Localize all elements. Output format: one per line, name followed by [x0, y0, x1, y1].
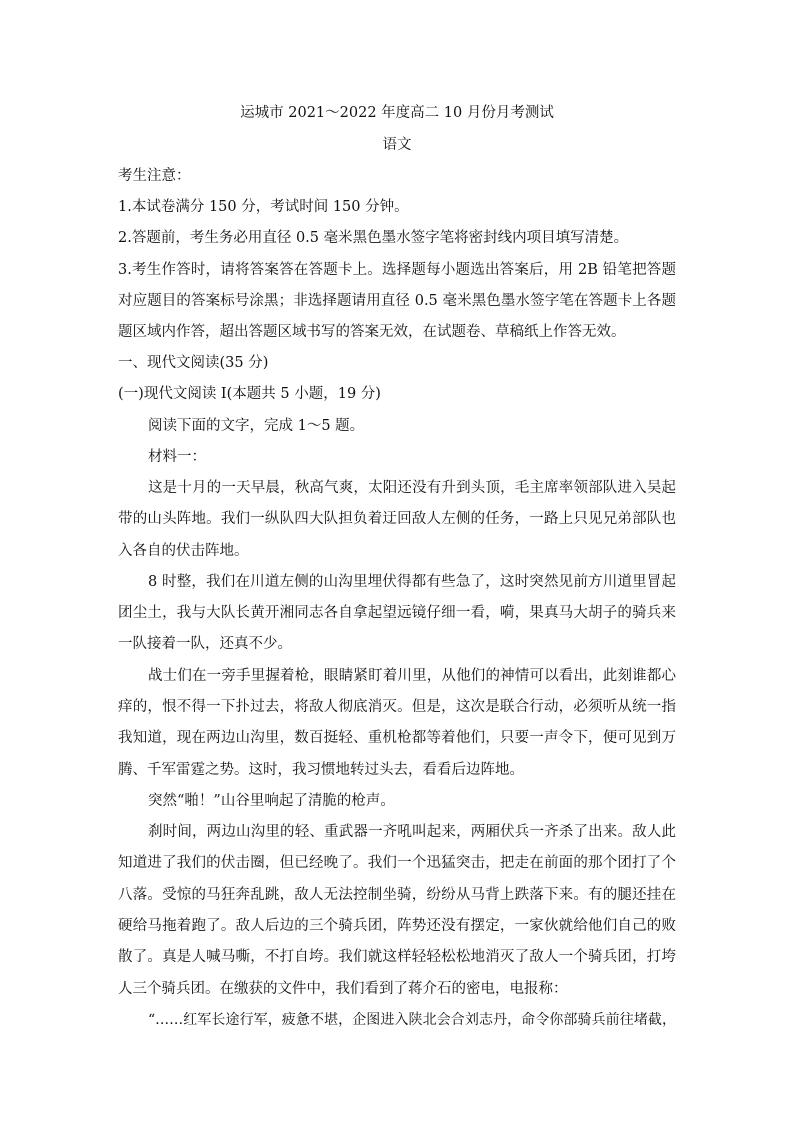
reading-instruction: 阅读下面的文字，完成 1～5 题。: [148, 418, 365, 434]
passage-line: 痒的，恨不得一下扑过去，将敌人彻底消灭。但是，这次是联合行动，必须听从统一指: [118, 699, 676, 715]
passage-line: 腾、千军雷霆之势。这时，我习惯地转过头去，看看后边阵地。: [118, 762, 524, 778]
notice-item-2: 2.答题前，考生务必用直径 0.5 毫米黑色墨水签字笔将密封线内项目填写清楚。: [118, 230, 629, 246]
passage-line: 人三个骑兵团。在缴获的文件中，我们看到了蒋介石的密电，电报称：: [118, 981, 568, 997]
exam-title: 运城市 2021～2022 年度高二 10 月份月考测试: [240, 105, 554, 121]
passage-line: 一队接着一队，还真不少。: [118, 636, 292, 652]
subject-label: 语文: [382, 137, 412, 153]
passage-line: 知道进了我们的伏击圈，但已经晚了。我们一个迅猛突击，把走在前面的那个团打了个: [118, 855, 676, 871]
section-title: 一、现代文阅读(35 分): [118, 355, 269, 371]
passage-line: 刹时间，两边山沟里的轻、重武器一齐吼叫起来，两厢伏兵一齐杀了出来。敌人此: [148, 824, 676, 840]
passage-line: 8 时整，我们在川道左侧的山沟里埋伏得都有些急了，这时突然见前方川道里冒起: [148, 574, 676, 590]
notice-item-1: 1.本试卷满分 150 分，考试时间 150 分钟。: [118, 199, 409, 215]
notice-item-3-line-3: 题区域内作答，超出答题区域书写的答案无效，在试题卷、草稿纸上作答无效。: [118, 324, 626, 340]
passage-line: 散了。真是人喊马嘶，不打自垮。我们就这样轻轻松松地消灭了敌人一个骑兵团，打垮: [118, 949, 676, 965]
telegram-quote-line: “……红军长途行军，疲惫不堪，企图进入陕北会合刘志丹，命令你部骑兵前往堵截，: [148, 1012, 676, 1028]
material-label: 材料一：: [148, 449, 206, 465]
passage-line: 战士们在一旁手里握着枪，眼睛紧盯着川里，从他们的神情可以看出，此刻谁都心: [148, 668, 676, 684]
passage-line: 团尘土，我与大队长黄开湘同志各自拿起望远镜仔细一看，嗬，果真马大胡子的骑兵来: [118, 605, 676, 621]
passage-line: 入各自的伏击阵地。: [118, 543, 249, 559]
section-subtitle: (一)现代文阅读 I(本题共 5 小题，19 分): [118, 386, 381, 402]
notice-heading: 考生注意：: [118, 168, 191, 184]
notice-item-3-line-1: 3.考生作答时，请将答案答在答题卡上。选择题每小题选出答案后，用 2B 铅笔把答题: [118, 262, 676, 278]
passage-line: 这是十月的一天早晨，秋高气爽，太阳还没有升到头顶，毛主席率领部队进入吴起: [148, 480, 676, 496]
notice-item-3-line-2: 对应题目的答案标号涂黑；非选择题请用直径 0.5 毫米黑色墨水签字笔在答题卡上各题: [118, 293, 676, 309]
passage-line: 八落。受惊的马狂奔乱跳，敌人无法控制坐骑，纷纷从马背上跌落下来。有的腿还挂在: [118, 887, 676, 903]
passage-line: 突然“啪！”山谷里响起了清脆的枪声。: [148, 793, 395, 809]
passage-line: 硬给马拖着跑了。敌人后边的三个骑兵团，阵势还没有摆定，一家伙就给他们自己的败: [118, 918, 676, 934]
passage-line: 我知道，现在两边山沟里，数百挺轻、重机枪都等着他们，只要一声令下，便可见到万: [118, 730, 676, 746]
passage-line: 带的山头阵地。我们一纵队四大队担负着迂回敌人左侧的任务，一路上只见兄弟部队也: [118, 511, 676, 527]
